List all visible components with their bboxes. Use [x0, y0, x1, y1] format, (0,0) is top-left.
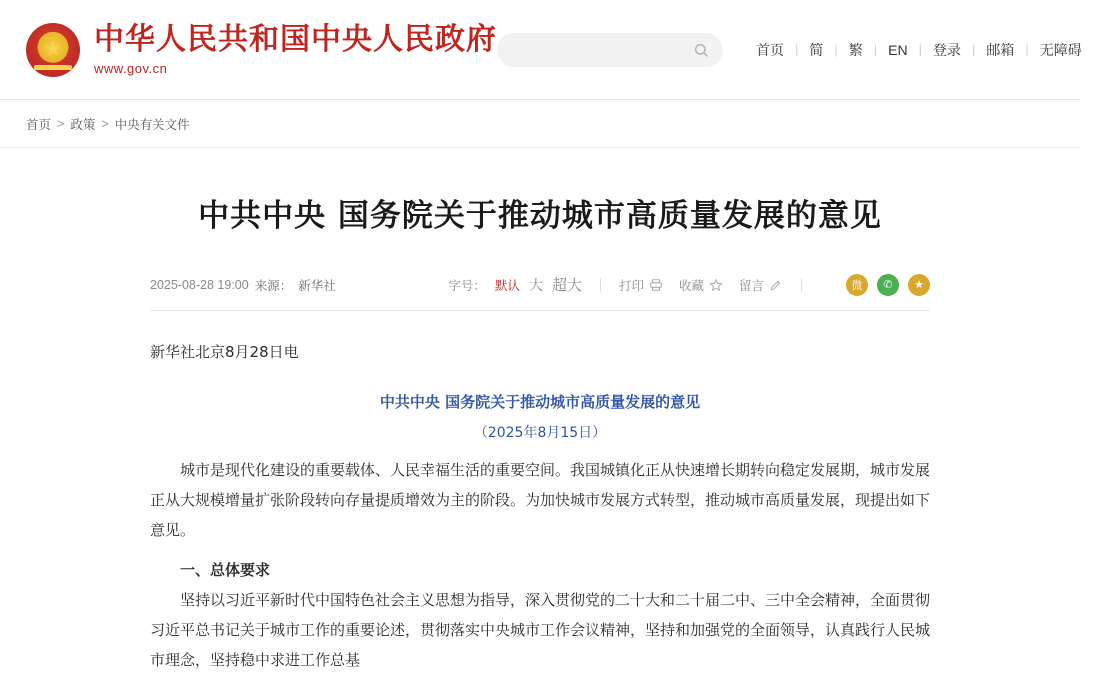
fontsize-group	[448, 274, 582, 295]
nav-separator: |	[873, 42, 878, 57]
meta-divider	[600, 278, 601, 292]
nav-separator: |	[834, 42, 838, 57]
source-label: 来源：	[254, 278, 293, 293]
site-header	[0, 0, 1080, 100]
breadcrumb-separator: >	[101, 116, 109, 131]
comment-button[interactable]	[739, 276, 783, 294]
source-name[interactable]: 新华社	[298, 278, 336, 293]
document-title: 中共中央 国务院关于推动城市高质量发展的意见	[379, 393, 701, 411]
breadcrumb-item-home[interactable]: 首页	[26, 117, 52, 132]
dateline: 新华社北京8月28日电	[150, 343, 299, 361]
header-nav	[745, 40, 1093, 60]
breadcrumb-item-policy[interactable]: 政策	[70, 117, 96, 132]
header-right	[497, 33, 1093, 67]
print-label: 打印	[618, 278, 644, 293]
favorite-label: 收藏	[678, 278, 704, 293]
article-meta-bar	[150, 269, 930, 311]
fontsize-option-large[interactable]: 大	[528, 276, 543, 293]
meta-left	[150, 276, 336, 294]
print-button[interactable]	[619, 276, 663, 294]
paragraph: 坚持以习近平新时代中国特色社会主义思想为指导，深入贯彻党的二十大和二十届二中、三中全会精神，全面贯彻习近平总书记关于城市工作的重要论述，贯彻落实中央城市工作会议精神，坚持和加强党的全面领导，认真践行人民城市理念，坚持稳中求进工作总基	[150, 591, 931, 669]
section-heading: 一、总体要求	[180, 561, 271, 579]
site-title: 中华人民共和国中央人民政府	[94, 22, 497, 57]
site-brand[interactable]	[26, 23, 497, 77]
favorite-share-icon[interactable]: ★	[908, 274, 930, 296]
favorite-button[interactable]	[679, 276, 723, 294]
document-date: （2025年8月15日）	[473, 425, 607, 441]
share-group	[846, 274, 930, 296]
nav-item-simplified[interactable]: 简	[809, 41, 824, 58]
publish-datetime: 2025-08-28 19:00	[150, 277, 249, 292]
paragraph: 城市是现代化建设的重要载体、人民幸福生活的重要空间。我国城镇化正从快速增长期转向稳定发展期，城市发展正从大规模增量扩张阶段转向存量提质增效为主的阶段。为加快城市发展方式转型，推动城市高质量发展，现提出如下意见。	[150, 461, 931, 539]
nav-item-accessibility[interactable]: 无障碍	[1039, 41, 1082, 58]
nav-item-mail[interactable]: 邮箱	[986, 41, 1015, 58]
search-box[interactable]	[497, 33, 723, 67]
nav-separator: |	[1025, 42, 1029, 57]
national-emblem-icon	[26, 23, 80, 77]
nav-separator: |	[918, 42, 923, 57]
search-icon[interactable]	[693, 42, 709, 58]
fontsize-option-xlarge[interactable]: 超大	[551, 277, 582, 294]
wechat-share-icon[interactable]: ✆	[877, 274, 899, 296]
breadcrumb-item-central-documents[interactable]: 中央有关文件	[114, 117, 190, 132]
nav-separator: |	[972, 42, 976, 57]
meta-divider	[801, 278, 802, 292]
nav-separator: |	[795, 42, 799, 57]
fontsize-option-default[interactable]: 默认	[494, 278, 520, 293]
breadcrumb	[0, 100, 1080, 148]
meta-tools	[448, 274, 930, 296]
breadcrumb-separator: >	[57, 116, 65, 131]
article	[0, 190, 1080, 675]
site-url: www.gov.cn	[94, 61, 168, 76]
fontsize-label: 字号：	[448, 278, 486, 293]
article-body	[150, 337, 930, 675]
printer-icon	[649, 278, 663, 292]
search-input[interactable]	[511, 41, 687, 58]
weibo-share-icon[interactable]: 微	[846, 274, 868, 296]
pencil-icon	[769, 278, 783, 292]
brand-text	[94, 23, 497, 76]
comment-label: 留言	[738, 278, 764, 293]
nav-item-english[interactable]: EN	[888, 41, 908, 58]
nav-item-login[interactable]: 登录	[933, 41, 962, 58]
nav-item-traditional[interactable]: 繁	[848, 41, 863, 58]
nav-item-home[interactable]: 首页	[756, 41, 784, 58]
page-title: 中共中央 国务院关于推动城市高质量发展的意见	[198, 198, 882, 234]
star-outline-icon	[709, 278, 723, 292]
